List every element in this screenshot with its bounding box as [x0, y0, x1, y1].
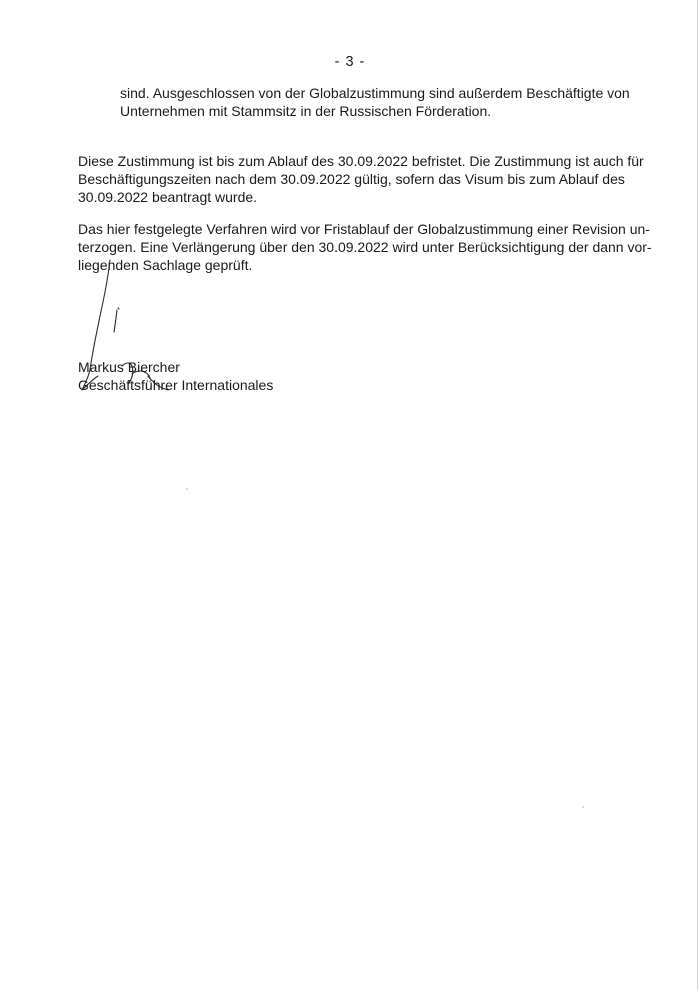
paragraph-line: terzogen. Eine Verlängerung über den 30.09.2022 wird unter Berücksichtigung der dann vor- — [78, 239, 652, 255]
paragraph-line: Beschäftigungszeiten nach dem 30.09.2022 gültig, sofern das Visum bis zum Ablauf des — [78, 171, 625, 187]
paragraph-continued — [120, 84, 630, 120]
paragraph-line: sind. Ausgeschlossen von der Globalzustimmung sind außerdem Beschäftigte von — [120, 85, 630, 101]
paragraph-line: Das hier festgelegte Verfahren wird vor Fristablauf der Globalzustimmung einer Revision un- — [78, 221, 650, 237]
signature-block — [78, 358, 273, 394]
paragraph-line: Diese Zustimmung ist bis zum Ablauf des 30.09.2022 befristet. Die Zustimmung ist auch für — [78, 153, 644, 169]
paragraph-line: Unternehmen mit Stammsitz in der Russischen Förderation. — [120, 103, 492, 119]
signatory-title: Geschäftsführer Internationales — [78, 377, 274, 393]
paragraph-line: 30.09.2022 beantragt wurde. — [78, 189, 258, 205]
signatory-name: Markus Biercher — [78, 359, 180, 375]
page-edge — [697, 0, 698, 990]
paragraph-line: liegenden Sachlage geprüft. — [78, 257, 253, 273]
scan-speck — [582, 806, 584, 808]
scan-speck — [186, 488, 188, 490]
page-number: - 3 - — [334, 54, 366, 70]
paragraph-validity — [78, 152, 644, 206]
